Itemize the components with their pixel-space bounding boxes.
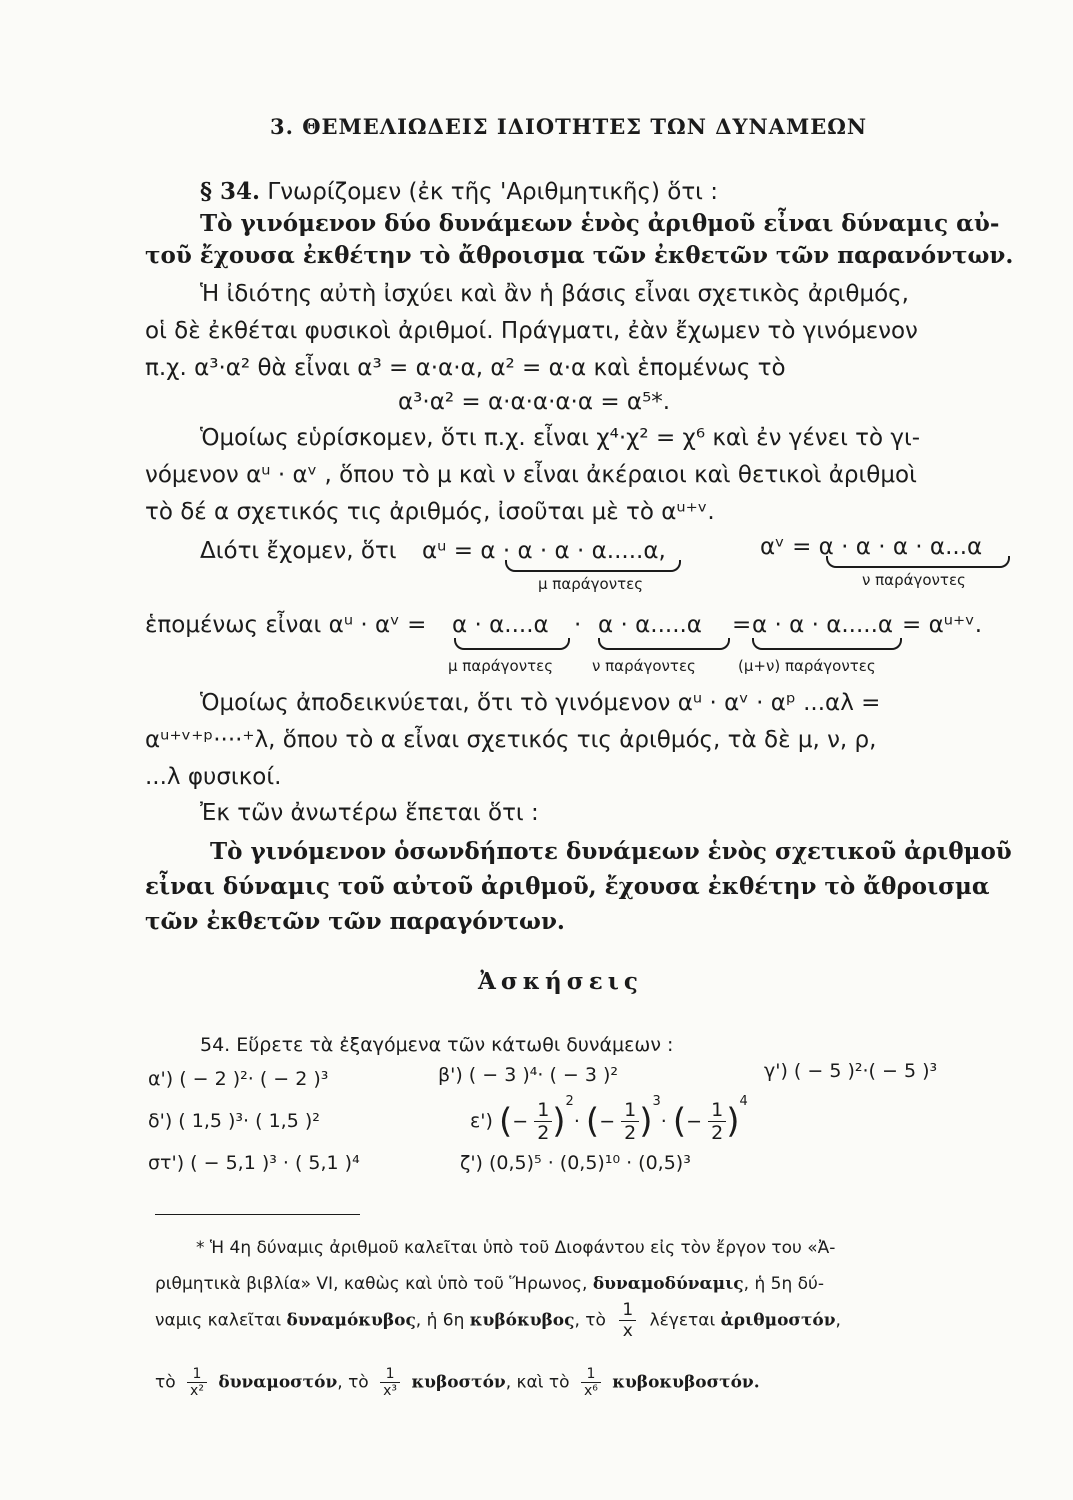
fraction-denominator: 2: [711, 1122, 724, 1144]
footnote-line: [155, 1300, 841, 1341]
text-line: ἑπομένως εἶναι αᵘ · αᵛ =: [145, 612, 427, 638]
fraction-numerator: 1: [581, 1366, 601, 1383]
fraction-numerator: 1: [621, 1099, 639, 1122]
exercise-label: ε'): [470, 1110, 493, 1132]
paragraph-intro: [200, 178, 718, 205]
text-line: Διότι ἔχομεν, ὅτι: [200, 538, 397, 564]
exercise-item-fractions: ε') (− $\frac{1}{2}$ )$^2$· (− $\frac{1}{2}$ )$^3$· (− $\frac{1}{2}$ )$^4$: [470, 1094, 748, 1144]
footnote-text: ,: [835, 1310, 841, 1331]
exercise-item: β') ( − 3 )⁴· ( − 3 )²: [438, 1064, 619, 1086]
exercise-item: α') ( − 2 )²· ( − 2 )³: [148, 1068, 329, 1090]
exercise-item: γ') ( − 5 )²·( − 5 )³: [764, 1060, 938, 1082]
text-line: Ἐκ τῶν ἀνωτέρω ἕπεται ὅτι :: [200, 800, 539, 826]
text-line: Ὁμοίως ἀποδεικνύεται, ὅτι τὸ γινόμενον αᵘ · αᵛ · αᵖ ...αλ =: [200, 690, 881, 716]
fraction-numerator: 1: [534, 1099, 552, 1122]
equation-mu: αᵘ = α · α · α · α.....α,: [422, 538, 666, 564]
text-line: νόμενον αᵘ · αᵛ , ὅπου τὸ μ καὶ ν εἶναι ἀκέραιοι καὶ θετικοὶ ἀριθμοὶ: [145, 462, 917, 488]
footnote-text: , ἡ 5η δύ-: [743, 1274, 825, 1294]
underbrace: [505, 560, 681, 572]
rule2-line-2: εἶναι δύναμις τοῦ αὐτοῦ ἀριθμοῦ, ἔχουσα ἐκθέτην τὸ ἄθροισμα: [145, 873, 990, 900]
footnote-term: κυβόκυβος: [469, 1310, 575, 1331]
underbrace: [454, 638, 570, 650]
exercise-item: στ') ( − 5,1 )³ · ( 5,1 )⁴: [148, 1152, 360, 1174]
equation-result: = αᵘ⁺ᵛ.: [902, 612, 983, 638]
exercise-item: ζ') (0,5)⁵ · (0,5)¹⁰ · (0,5)³: [460, 1152, 691, 1174]
equation-dot: ·: [574, 612, 582, 638]
footnote-term: κυβοστόν: [411, 1372, 506, 1393]
brace-label: μ παράγοντες: [538, 575, 644, 593]
text-line: Ἡ ἰδιότης αὐτὴ ἰσχύει καὶ ἂν ἡ βάσις εἶναι σχετικὸς ἀριθμός,: [200, 281, 909, 307]
fraction-numerator: 1: [619, 1300, 636, 1321]
rule-line-2: τοῦ ἔχουσα ἐκθέτην τὸ ἄθροισμα τῶν ἐκθετῶν τῶν παρανόντων.: [145, 242, 1014, 269]
footnote-term: δυναμόκυβος: [286, 1310, 416, 1331]
footnote-text: , τὸ: [574, 1310, 606, 1331]
footnote-text: τὸ: [155, 1372, 176, 1393]
equation-group: α · α.....α: [598, 612, 702, 638]
footnote-text: ναμις καλεῖται: [155, 1310, 287, 1331]
fraction-numerator: 1: [380, 1366, 400, 1383]
paragraph-intro-text: Γνωρίζομεν (ἐκ τῆς 'Αριθμητικῆς) ὅτι :: [267, 179, 719, 205]
footnote-term: δυναμοστόν: [218, 1372, 338, 1393]
footnote-term: ἀριθμοστόν: [720, 1310, 836, 1331]
exponent: 2: [565, 1094, 574, 1109]
underbrace: [598, 638, 730, 650]
exponent: 3: [652, 1094, 661, 1109]
equation-group: α · α · α.....α: [752, 612, 894, 638]
equation-nu: αᵛ = α · α · α · α...α: [760, 534, 983, 560]
fraction-denominator: x³: [383, 1383, 398, 1399]
equation-group: α · α....α: [452, 612, 549, 638]
fraction-numerator: 1: [187, 1366, 207, 1383]
rule2-line-1: Τὸ γινόμενον ὁσωνδήποτε δυνάμεων ἑνὸς σχετικοῦ ἀριθμοῦ: [210, 838, 1012, 865]
footnote-term: δυναμοδύναμις: [592, 1274, 744, 1294]
underbrace: [752, 638, 902, 650]
footnote-text: , τὸ: [337, 1372, 369, 1393]
bleed-through-mark: [140, 46, 180, 66]
equation: α³·α² = α·α·α·α·α = α⁵*.: [398, 389, 671, 415]
footnote-text: , ἡ 6η: [415, 1310, 470, 1331]
footnote-divider: [155, 1214, 360, 1215]
section-heading: 3. ΘΕΜΕΛΙΩΔΕΙΣ ΙΔΙΟΤΗΤΕΣ ΤΩΝ ΔΥΝΑΜΕΩΝ: [270, 114, 868, 139]
rule2-line-3: τῶν ἐκθετῶν τῶν παραγόντων.: [145, 908, 565, 935]
footnote-line: [155, 1366, 760, 1399]
equation-eq: =: [732, 612, 752, 638]
underbrace: [826, 556, 1010, 568]
fraction-numerator: 1: [708, 1099, 726, 1122]
text-line: οἱ δὲ ἐκθέται φυσικοὶ ἀριθμοί. Πράγματι, ἐὰν ἔχωμεν τὸ γινόμενον: [145, 318, 918, 344]
fraction-denominator: 2: [537, 1122, 550, 1144]
footnote-line: * Ἡ 4η δύναμις ἀριθμοῦ καλεῖται ὑπὸ τοῦ Διοφάντου εἰς τὸν ἔργον του «Ἀ-: [196, 1238, 836, 1258]
text-line: αᵘ⁺ᵛ⁺ᵖ····⁺λ, ὅπου τὸ α εἶναι σχετικός τις ἀριθμός, τὰ δὲ μ, ν, ρ,: [145, 727, 877, 753]
brace-label: μ παράγοντες: [448, 657, 554, 675]
text-line: π.χ. α³·α² θὰ εἶναι α³ = α·α·α, α² = α·α καὶ ἑπομένως τὸ: [145, 355, 786, 381]
footnote-line: [155, 1274, 824, 1294]
brace-label: ν παράγοντες: [592, 657, 696, 675]
footnote-text: λέγεται: [649, 1310, 721, 1331]
brace-label: (μ+ν) παράγοντες: [738, 657, 876, 675]
brace-label: ν παράγοντες: [862, 571, 966, 589]
exponent: 4: [739, 1094, 748, 1109]
fraction-denominator: 2: [624, 1122, 637, 1144]
paragraph-number: § 34.: [200, 178, 261, 205]
footnote-text: , καὶ τὸ: [505, 1372, 570, 1393]
text-line: τὸ δέ α σχετικός τις ἀριθμός, ἰσοῦται μὲ τὸ αᵘ⁺ᵛ.: [145, 499, 715, 525]
exercise-item: δ') ( 1,5 )³· ( 1,5 )²: [148, 1110, 320, 1132]
footnote-text: ριθμητικὰ βιβλία» VI, καθὼς καὶ ὑπὸ τοῦ Ἥρωνος,: [155, 1274, 593, 1294]
text-line: ...λ φυσικοί.: [145, 764, 282, 790]
exercise-prompt: 54. Εὕρετε τὰ ἐξαγόμενα τῶν κάτωθι δυνάμεων :: [200, 1034, 674, 1056]
footnote-term: κυβοκυβοστόν.: [612, 1372, 760, 1393]
rule-line-1: Τὸ γινόμενον δύο δυνάμεων ἑνὸς ἀριθμοῦ εἶναι δύναμις αὐ-: [200, 210, 1000, 237]
text-line: Ὁμοίως εὑρίσκομεν, ὅτι π.χ. εἶναι χ⁴·χ² = χ⁶ καὶ ἐν γένει τὸ γι-: [200, 425, 921, 451]
fraction-denominator: x²: [190, 1383, 204, 1399]
fraction-denominator: x⁶: [583, 1383, 598, 1399]
exercises-title: Ἀσκήσεις: [478, 968, 643, 995]
fraction-denominator: x: [622, 1321, 633, 1341]
